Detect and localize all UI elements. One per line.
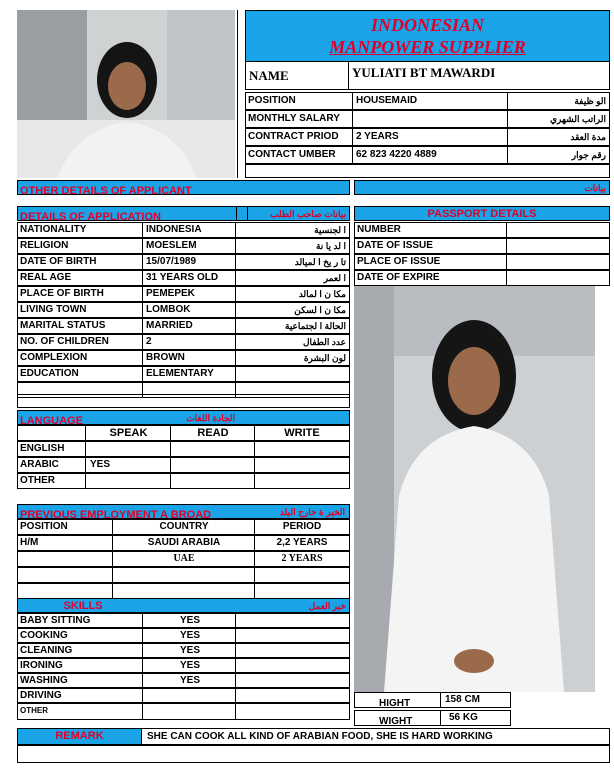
application-row — [17, 366, 350, 382]
weight-row — [354, 710, 511, 726]
name-value: YULIATI BT MAWARDI — [352, 65, 496, 80]
application-row — [17, 286, 350, 302]
application-value: INDONESIA — [146, 224, 202, 235]
application-value: MARRIED — [146, 320, 193, 331]
application-header-label: DETAILS OF APPLICATION — [20, 211, 161, 223]
other-details-ar-bar — [354, 180, 610, 195]
passport-row — [354, 254, 610, 270]
other-details-label: OTHER DETAILS OF APPLICANT — [20, 185, 192, 197]
language-name: OTHER — [20, 475, 55, 486]
application-ar: مكا ن ا لمالد — [298, 289, 346, 299]
application-label: PLACE OF BIRTH — [20, 288, 104, 299]
top-info-row — [245, 146, 610, 164]
language-col-write: WRITE — [284, 427, 320, 439]
application-row — [17, 270, 350, 286]
application-value: LOMBOK — [146, 304, 191, 315]
company-banner — [245, 10, 610, 62]
application-header-ar: بيانات صاحب الطلب — [270, 209, 346, 219]
application-label: LIVING TOWN — [20, 304, 87, 315]
application-spacer-row — [17, 394, 350, 408]
application-value: BROWN — [146, 352, 185, 363]
skill-row — [17, 673, 350, 688]
top-row-label: CONTACT UMBER — [248, 149, 336, 160]
hight-value: 158 CM — [445, 694, 481, 705]
vertical-divider — [237, 10, 238, 178]
skill-value: YES — [180, 675, 201, 686]
language-col-read: READ — [197, 427, 229, 439]
height-row — [354, 692, 511, 708]
passport-label: DATE OF EXPIRE — [357, 272, 440, 283]
skill-value: YES — [180, 615, 201, 626]
application-row — [17, 254, 350, 270]
passport-row — [354, 222, 610, 238]
application-row — [17, 222, 350, 238]
employment-country: UAE — [173, 553, 195, 564]
footer-empty-row — [17, 745, 610, 763]
employment-row — [17, 567, 350, 583]
skill-name: CLEANING — [20, 645, 73, 656]
application-ar: عدد الطفال — [302, 337, 346, 347]
employment-row — [17, 551, 350, 567]
top-row-ar: الو ظيفة — [574, 96, 606, 106]
top-row-ar: رقم جوار — [571, 150, 606, 160]
language-row — [17, 441, 350, 457]
application-value: 31 YEARS OLD — [146, 272, 219, 283]
application-row — [17, 302, 350, 318]
employment-country: SAUDI ARABIA — [147, 537, 221, 548]
applicant-portrait-photo — [17, 10, 235, 178]
application-row — [17, 238, 350, 254]
application-ar: لون البشرة — [303, 353, 346, 363]
company-name-line2: MANPOWER SUPPLIER — [329, 37, 526, 57]
top-row-label: MONTHLY SALARY — [248, 113, 340, 124]
top-row-value: 62 823 4220 4889 — [356, 149, 437, 160]
skill-name: IRONING — [20, 660, 63, 671]
application-value: MOESLEM — [146, 240, 197, 251]
employment-col-period: PERIOD — [282, 521, 322, 532]
employment-header — [17, 504, 350, 519]
employment-period: 2,2 YEARS — [276, 537, 328, 548]
other-details-ar-label: بيانات — [584, 183, 606, 193]
application-value: ELEMENTARY — [146, 368, 214, 379]
application-value: PEMEPEK — [146, 288, 195, 299]
skill-row — [17, 688, 350, 703]
passport-row — [354, 238, 610, 254]
skills-header — [17, 598, 350, 613]
other-details-bar — [17, 180, 350, 195]
application-label: NATIONALITY — [20, 224, 87, 235]
name-row — [245, 62, 610, 90]
skill-name: WASHING — [20, 675, 68, 686]
remark-row — [17, 728, 610, 745]
language-name: ENGLISH — [20, 443, 65, 454]
application-value: 2 — [146, 336, 152, 347]
application-label: REAL AGE — [20, 272, 72, 283]
skill-row — [17, 628, 350, 643]
application-ar: مكا ن ا لسكن — [294, 305, 346, 315]
name-label: NAME — [249, 68, 289, 83]
language-row — [17, 473, 350, 489]
passport-label: DATE OF ISSUE — [357, 240, 433, 251]
application-label: NO. OF CHILDREN — [20, 336, 109, 347]
employment-col-headers — [17, 519, 350, 535]
application-label: COMPLEXION — [20, 352, 88, 363]
employment-col-position: POSITION — [20, 521, 68, 532]
employment-header-ar: الخبر ة خارج البلد — [279, 507, 345, 517]
top-row-label: POSITION — [248, 95, 296, 106]
skill-value: YES — [180, 645, 201, 656]
language-name: ARABIC — [20, 459, 59, 470]
employment-header-label: PREVIOUS EMPLOYMENT A BROAD — [20, 509, 212, 521]
skill-name: BABY SITTING — [20, 615, 91, 626]
passport-header-label: PASSPORT DETAILS — [427, 208, 537, 220]
skill-row — [17, 643, 350, 658]
application-row — [17, 318, 350, 334]
language-header — [17, 410, 350, 425]
application-label: EDUCATION — [20, 368, 79, 379]
employment-period: 2 YEARS — [281, 553, 323, 564]
skill-row — [17, 703, 350, 720]
employment-row — [17, 583, 350, 599]
wight-label: WIGHT — [379, 716, 413, 727]
language-col-speak: SPEAK — [109, 427, 148, 439]
skill-row — [17, 658, 350, 673]
skills-header-label: SKILLS — [63, 600, 103, 612]
application-label: DATE OF BIRTH — [20, 256, 97, 267]
top-row-value: 2 YEARS — [356, 131, 399, 142]
skill-name: COOKING — [20, 630, 68, 641]
passport-row — [354, 270, 610, 286]
application-ar: ا لجنسية — [314, 225, 346, 235]
passport-header — [354, 206, 610, 221]
employment-row — [17, 535, 350, 551]
language-header-ar: الجادة اللغات — [186, 413, 235, 423]
language-row — [17, 457, 350, 473]
top-row-ar: الراتب الشهري — [550, 114, 606, 124]
application-ar: ا لعمر — [323, 273, 346, 283]
skill-name: OTHER — [20, 706, 48, 715]
passport-label: PLACE OF ISSUE — [357, 256, 441, 267]
skills-header-ar: خبر العمل — [308, 601, 346, 611]
language-col-headers — [17, 425, 350, 441]
remark-value: SHE CAN COOK ALL KIND OF ARABIAN FOOD, SHE IS HARD WORKING — [147, 731, 493, 742]
employment-col-country: COUNTRY — [159, 521, 209, 532]
top-info-row — [245, 128, 610, 146]
application-header — [17, 206, 350, 221]
company-name-line1: INDONESIAN — [370, 15, 485, 35]
hight-label: HIGHT — [379, 698, 411, 709]
skill-row — [17, 613, 350, 628]
application-ar: الحالة ا لجتماعية — [285, 321, 346, 331]
application-label: RELIGION — [20, 240, 69, 251]
skill-value: YES — [180, 660, 201, 671]
language-speak: YES — [90, 459, 111, 470]
top-info-row — [245, 110, 610, 128]
application-ar: ا لد يا نة — [315, 241, 346, 251]
application-label: MARITAL STATUS — [20, 320, 106, 331]
skill-value: YES — [180, 630, 201, 641]
employment-position: H/M — [20, 537, 39, 548]
top-row-label: CONTRACT PRIOD — [248, 131, 339, 142]
top-row-value: HOUSEMAID — [356, 95, 418, 106]
application-row — [17, 334, 350, 350]
application-ar: تا ر يخ ا لميالد — [294, 257, 346, 267]
top-info-row — [245, 92, 610, 110]
wight-value: 56 KG — [449, 712, 478, 723]
passport-label: NUMBER — [357, 224, 401, 235]
application-row — [17, 350, 350, 366]
top-empty-row — [245, 164, 610, 178]
top-row-ar: مدة العقد — [570, 132, 606, 142]
skill-name: DRIVING — [20, 690, 62, 701]
applicant-full-photo — [354, 286, 595, 692]
language-header-label: LANGUAGE — [20, 415, 83, 427]
remark-label: REMARK — [55, 730, 104, 742]
application-value: 15/07/1989 — [146, 256, 197, 267]
